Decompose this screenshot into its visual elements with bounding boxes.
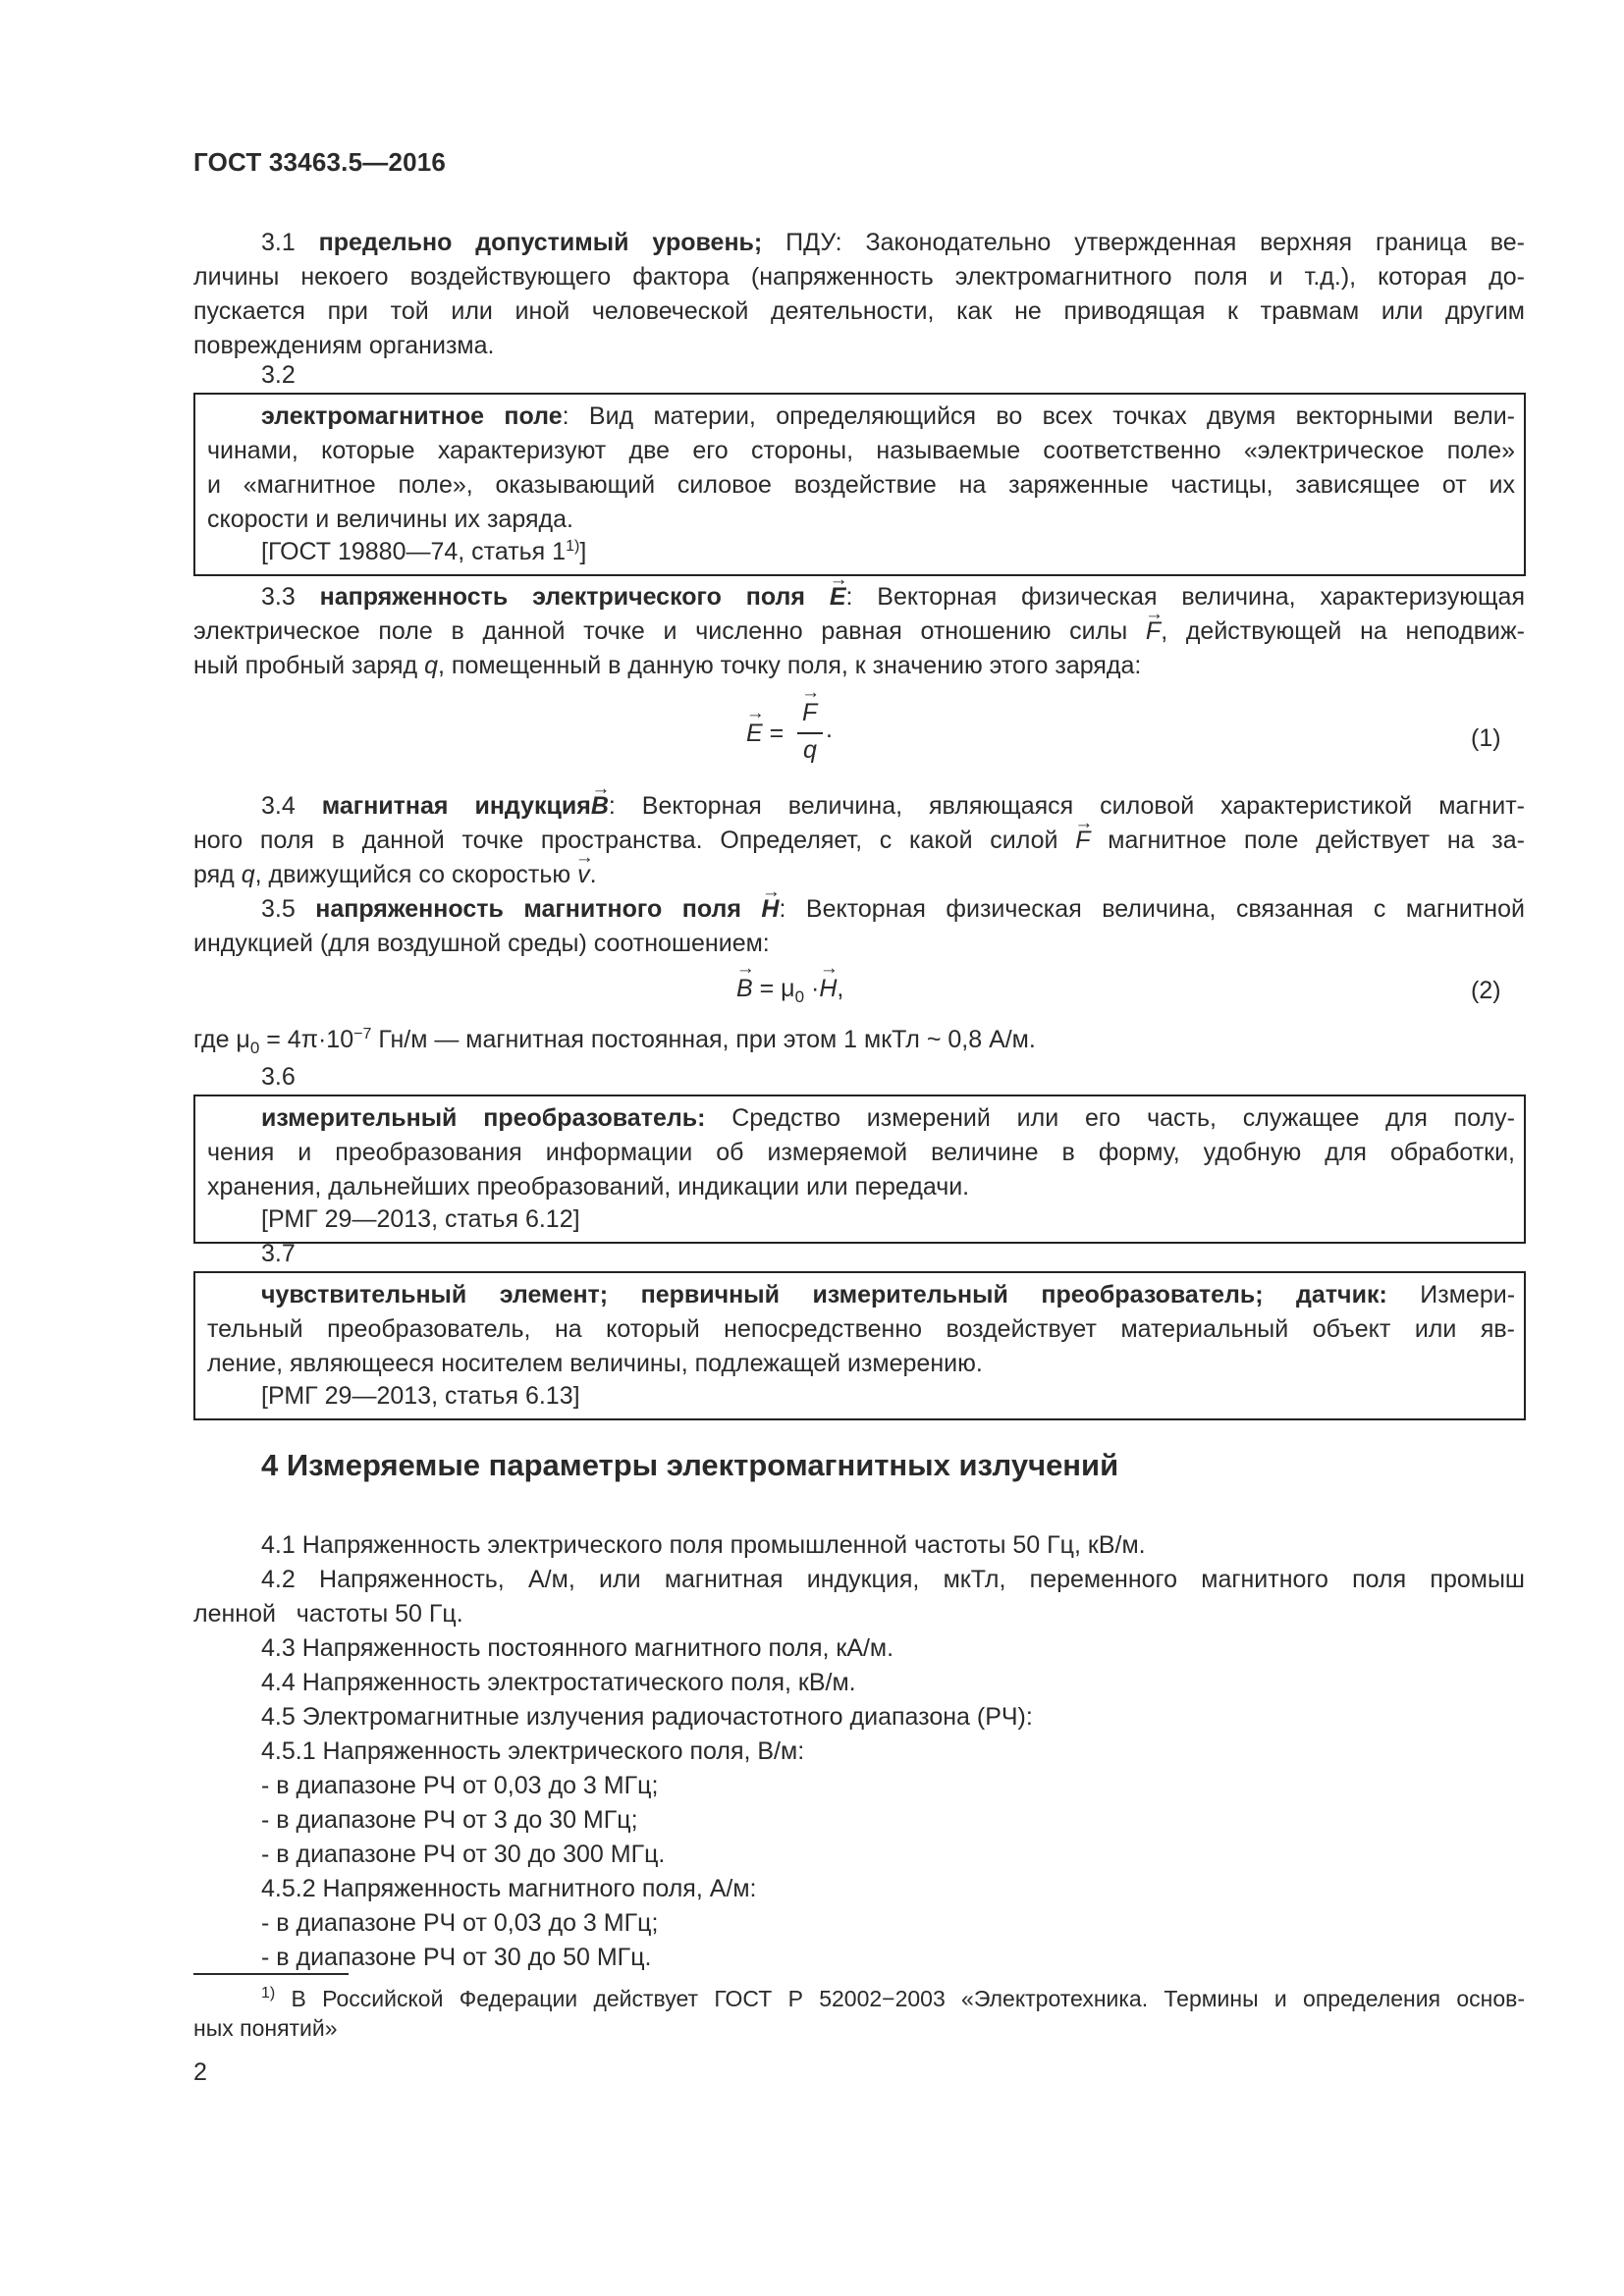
charge-symbol: q [424,652,439,679]
footnote-line-2: ных понятий» [193,2015,338,2041]
document-page: ГОСТ 33463.5—2016 3.1 предельно допустимый уровень; ПДУ: Законодательно утвержденная верхняя граница ве- личины некоего воздействующего фактора (напряженность электромагнитного поля и т.д.), которая до- пускается при той или иной человеческой деятельности, как не приводящая к травмам или другим повреждениям организма. 3.2 электромагнитное поле: Вид материи, определяющийся во всех точках двумя векторными вели- чинами, которые характеризуют две его стороны, называемые соответственно «электрическое поле» и «магнитное поле», оказывающий силовое воздействие на заряженные частицы, зависящее от их скорости и величины их заряда. [ГОСТ 19880—74, статья 1$^{1)}$] 3.3 напряженность электрического поля → E: Векторная физическая величина, характеризующая электрическое поле в данной точке и численно равная отношению силы → F, действующей на неподвиж- ный пробный заряд q, помещенный в данную точку поля, к значению этого заряда: → E = → F q . (1) 3.4 магнитная индукция→ B: Векторная величина, являющаяся силовой характеристикой магнит- ного поля в данной точке пространства. Определяет, с какой силой → F магнитное поле действует на за- ряд q, движущийся со скоростью → v. 3.5 напряженность магнитного поля → H: Векторная физическая величина, связанная с магнитной индукцией (для воздушной среды) соотношением: → $B = \mu_0 \cdot\to H$, (2) где $\mu_0 = 4\pi\cdot 10^{-7}$ Гн/м — магнитная постоянная, при этом 1 мкТл ~ 0,8 А/м. 3.6 измерительный преобразователь: Средство измерений или его часть, служащее для полу- чения и преобразования информации об измеряемой величине в форму, удобную для обработки, хранения, дальнейших преобразований, индикации или передачи. [РМГ 29—2013, статья 6.12] 3.7 чувствительный элемент; первичный измерительный преобразователь; датчик: Измери- тельный преобразователь, на который непосредственно воздействует материальный объект или яв- ление, являющееся носителем величины, подлежащей измерению. [РМГ 29—2013, статья 6.13] 4 Измеряемые параметры электромагнитных излучений 4.1 Напряженность электрического поля промышленной частоты 50 Гц, кВ/м. 4.2 Напряженность, А/м, или магнитная индукция, мкТл, переменного магнитного поля промыш ленной частоты 50 Гц. 4.3 Напряженность постоянного магнитного поля, кА/м. 4.4 Напряженность электростатического поля, кВ/м. 4.5 Электромагнитные излучения радиочастотного диапазона (РЧ): 4.5.1 Напряженность электрического поля, В/м: - в диапазоне РЧ от 0,03 до 3 МГц; - в диапазоне РЧ от 3 до 30 МГц; - в диапазоне РЧ от 30 до 300 МГц. 4.5.2 Напряженность магнитного поля, А/м: - в диапазоне РЧ от 0,03 до 3 МГц; - в диапазоне РЧ от 30 до 50 МГц. $^{1)}$ В Российской Федерации действует ГОСТ Р 52002−2003 «Электротехника. Термины и определения основ- ных понятий» 2 [0,0,1624,2296]
list-item: 4.1 Напряженность электрического поля промышленной частоты 50 Гц, кВ/м. [261,1531,1146,1559]
source-reference: [РМГ 29—2013, статья 6.12] [261,1205,580,1233]
para-3-1-line-2: личины некоего воздействующего фактора (напряженность электромагнитного поля и т.д.), которая до- [193,263,1525,291]
page-number: 2 [193,2058,207,2086]
list-item: ленной частоты 50 Гц. [193,1600,463,1628]
para-3-3-line-2: электрическое поле в данной точке и численно равная отношению силы → F, действующей на неподвиж- [193,616,1525,646]
para-3-7-line-3: ление, являющееся носителем величины, подлежащей измерению. [207,1350,983,1377]
para-3-5-line-2: индукцией (для воздушной среды) соотношением: [193,930,770,957]
vector-f-symbol: → F [1075,826,1090,855]
list-item: 4.5.1 Напряженность электрического поля, В/м: [261,1737,805,1765]
list-item: 4.2 Напряженность, А/м, или магнитная индукция, мкТл, переменного магнитного поля промыш [261,1566,1525,1593]
term: чувствительный элемент; первичный измерительный преобразователь; датчик: [261,1281,1387,1308]
vector-h-symbol: → H [761,894,779,924]
para-3-6-line-2: чения и преобразования информации об измеряемой величине в форму, удобную для обработки, [207,1139,1515,1166]
document-header: ГОСТ 33463.5—2016 [193,147,447,177]
para-3-6-number: 3.6 [261,1063,296,1091]
para-3-2-line-4: скорости и величины их заряда. [207,506,573,533]
where-line: где $\mu_0 = 4\pi\cdot 10^{-7}$ Гн/м — магнитная постоянная, при этом 1 мкТл ~ 0,8 А/м. [193,1026,1036,1057]
para-3-4-line-1: 3.4 магнитная индукция→ B: Векторная величина, являющаяся силовой характеристикой магнит- [261,791,1525,821]
para-3-6-line-3: хранения, дальнейших преобразований, индикации или передачи. [207,1173,970,1201]
vector-e-symbol: → E [830,582,846,612]
para-3-1-line-4: повреждениям организма. [193,332,495,359]
equation-1: → E = [746,720,784,748]
footnote-mark: 1) [261,1985,276,2002]
list-item: - в диапазоне РЧ от 0,03 до 3 МГц; [261,1909,659,1937]
charge-symbol: q [241,861,255,888]
list-item: 4.4 Напряженность электростатического поля, кВ/м. [261,1669,856,1696]
footnote-divider [193,1973,349,1975]
equation-2: → $B = \mu_0 \cdot\to H$, [736,975,843,1003]
para-3-2-line-3: и «магнитное поле», оказывающий силовое воздействие на заряженные частицы, зависящее от их [207,471,1515,499]
term: напряженность электрического поля [319,583,805,611]
para-3-5-line-1: 3.5 напряженность магнитного поля → H: Векторная физическая величина, связанная с магнитной [261,894,1525,924]
source-reference: [РМГ 29—2013, статья 6.13] [261,1382,580,1410]
term: магнитная индукция [321,792,591,820]
eq1-numerator: → F [802,699,817,727]
eq2-lhs: → B [736,975,753,1003]
term: электромагнитное поле [261,402,563,430]
para-3-1-line-3: пускается при той или иной человеческой деятельности, как не приводящая к травмам или другим [193,297,1525,325]
list-item: - в диапазоне РЧ от 3 до 30 МГц; [261,1806,638,1834]
list-item: 4.5 Электромагнитные излучения радиочастотного диапазона (РЧ): [261,1703,1033,1731]
para-3-7-line-2: тельный преобразователь, на который непосредственно воздействует материальный объект или яв- [207,1315,1515,1343]
fraction-bar [797,732,823,734]
list-item: - в диапазоне РЧ от 30 до 50 МГц. [261,1944,652,1971]
para-3-4-line-2: ного поля в данной точке пространства. Определяет, с какой силой → F магнитное поле действует на за- [193,826,1525,855]
term: предельно допустимый уровень; [318,229,763,256]
para-3-2-line-1: электромагнитное поле: Вид материи, определяющийся во всех точках двумя векторными вели- [261,402,1515,430]
para-3-7-number: 3.7 [261,1240,296,1267]
para-3-2-line-2: чинами, которые характеризуют две его стороны, называемые соответственно «электрическое поле» [207,437,1515,464]
para-3-6-line-1: измерительный преобразователь: Средство измерений или его часть, служащее для полу- [261,1104,1515,1132]
para-3-3-line-3: ный пробный заряд q, помещенный в данную точку поля, к значению этого заряда: [193,652,1142,679]
para-3-3-line-1: 3.3 напряженность электрического поля → E: Векторная физическая величина, характеризующая [261,582,1525,612]
list-item: 4.5.2 Напряженность магнитного поля, А/м: [261,1875,757,1902]
eq2-rhs: → H [819,975,837,1003]
footnote-line-1: $^{1)}$ В Российской Федерации действует ГОСТ Р 52002−2003 «Электротехника. Термины и определения основ- [261,1985,1525,2011]
list-item: - в диапазоне РЧ от 0,03 до 3 МГц; [261,1772,659,1799]
equation-2-number: (2) [1471,977,1501,1004]
source-reference: [ГОСТ 19880—74, статья 1$^{1)}$] [261,538,587,565]
term: измерительный преобразователь: [261,1104,706,1132]
vector-f-symbol: → F [1146,616,1161,646]
list-item: - в диапазоне РЧ от 30 до 300 МГц. [261,1841,666,1868]
para-3-2-number: 3.2 [261,361,296,389]
para-3-1-line-1: 3.1 предельно допустимый уровень; ПДУ: Законодательно утвержденная верхняя граница ве- [261,229,1525,256]
eq1-lhs: → E [746,720,763,748]
eq1-denominator: q [803,736,817,764]
vector-b-symbol: → B [591,791,609,821]
para-3-4-line-3: ряд q, движущийся со скоростью → v. [193,860,597,889]
section-4-heading: 4 Измеряемые параметры электромагнитных излучений [261,1448,1119,1482]
list-item: 4.3 Напряженность постоянного магнитного поля, кА/м. [261,1634,894,1662]
equation-1-number: (1) [1471,724,1501,752]
term: напряженность магнитного поля [315,895,741,923]
vector-v-symbol: → v [577,860,590,889]
para-3-7-line-1: чувствительный элемент; первичный измерительный преобразователь; датчик: Измери- [261,1281,1516,1308]
